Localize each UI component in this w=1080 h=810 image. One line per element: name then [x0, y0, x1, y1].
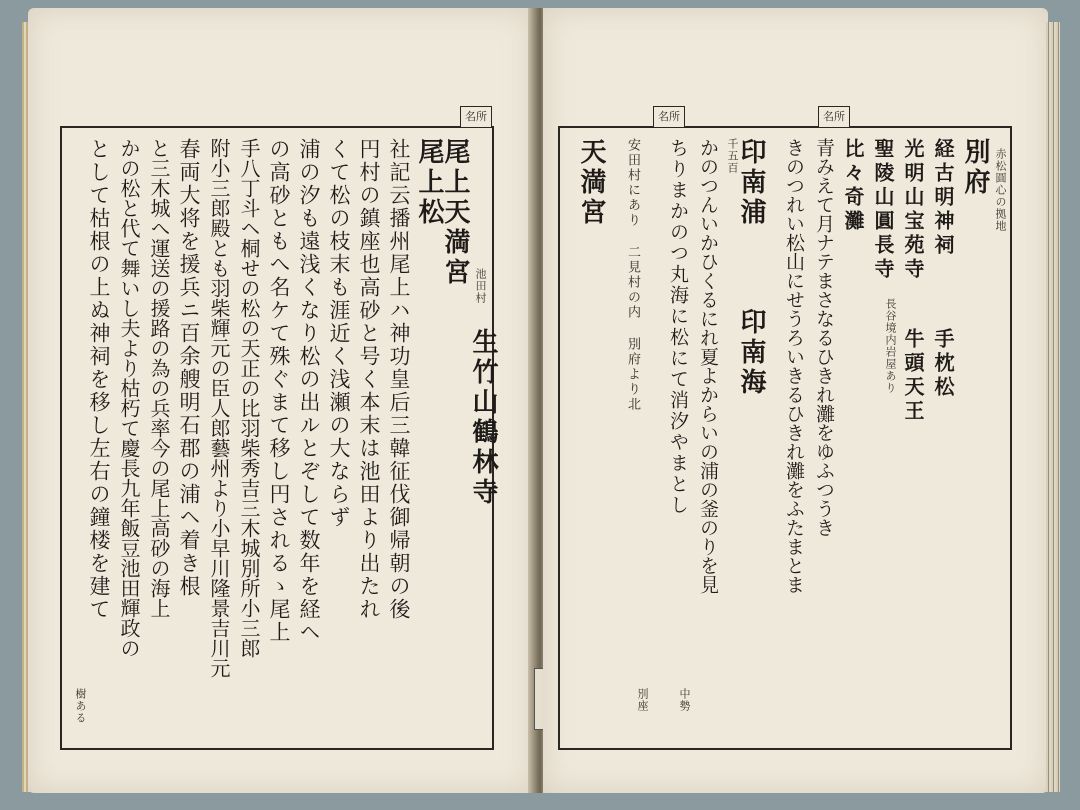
left-text-frame	[60, 110, 498, 750]
text-column: 中勢	[678, 688, 691, 712]
text-column: 印南浦	[736, 138, 766, 228]
right-header-tab: 名所	[818, 106, 850, 127]
left-page	[28, 8, 533, 793]
text-column: 比々奇灘	[841, 138, 865, 234]
text-column: 樹ある	[74, 688, 87, 724]
text-column: くて松の枝末も涯近く浅瀬の大ならず	[327, 138, 351, 529]
text-column: 千五百	[726, 138, 739, 174]
text-column: 聖陵山圓長寺	[871, 138, 895, 282]
text-column: 経古明神祠	[931, 138, 955, 258]
text-column: 別座	[636, 688, 649, 712]
text-column: 天満宮	[576, 138, 606, 228]
text-column: かの松と代て舞いし夫より枯朽て慶長九年飯豆池田輝政の	[117, 138, 141, 658]
right-header-tab-2: 名所	[653, 106, 685, 127]
text-column: 長谷境内岩屋あり	[884, 298, 897, 394]
text-column: 印南海	[736, 308, 766, 398]
text-column: と三木城へ運送の援路の為の兵率今の尾上高砂の海上	[147, 138, 171, 618]
right-page	[543, 8, 1048, 793]
text-column: 赤松圓心の拠地	[994, 148, 1007, 232]
text-column: 別府	[960, 138, 990, 198]
open-book	[28, 8, 1058, 803]
text-column: 青みえて月ナテまさなるひきれ灘をゆふつうき	[813, 138, 835, 537]
right-text-frame	[558, 110, 1012, 750]
text-column: 手八丁斗ヘ桐せの松の天正の比羽柴秀吉三木城別所小三郎	[237, 138, 261, 658]
text-column: きのつれい松山にせうろいきるひきれ灘をふたまとま	[783, 138, 805, 594]
text-column: の高砂ともへ名ケて殊ぐまて移し円されるゝ尾上	[267, 138, 291, 644]
text-column: 牛頭天王	[901, 328, 925, 424]
text-column: 春両大将を援兵ニ百余艘明石郡の浦ヘ着き根	[177, 138, 201, 598]
text-column: 尾上松	[414, 138, 444, 228]
text-column: 生竹山鶴林寺	[468, 328, 498, 508]
text-column: 手枕松	[931, 328, 955, 400]
text-column: 附小三郎殿とも羽柴輝元の臣人郎藝州より小早川隆景吉川元	[207, 138, 231, 678]
text-column: 光明山宝苑寺	[901, 138, 925, 282]
left-header-tab: 名所	[460, 106, 492, 127]
text-column: 池田村	[474, 268, 487, 304]
text-column: 浦の汐も遠浅くなり松の出ルとぞして数年を経ヘ	[297, 138, 321, 644]
text-column: 安田村にあり 二見村の内 別府より北	[625, 138, 640, 412]
text-column: 円村の鎮座也高砂と号く本末は池田より出たれ	[357, 138, 381, 621]
page-edge-right	[1046, 22, 1060, 792]
text-column: かのつんいかひくるにれ夏よからいの浦の釜のりを見	[697, 138, 719, 594]
text-column: 社記云播州尾上ハ神功皇后三韓征伐御帰朝の後	[387, 138, 411, 621]
text-column: として枯根の上ぬ神祠を移し左右の鐘楼を建て	[87, 138, 111, 621]
text-column: 尾上天満宮	[440, 138, 470, 288]
text-column: ちりまかのつ丸海に松にて消汐やまとし	[667, 138, 689, 516]
